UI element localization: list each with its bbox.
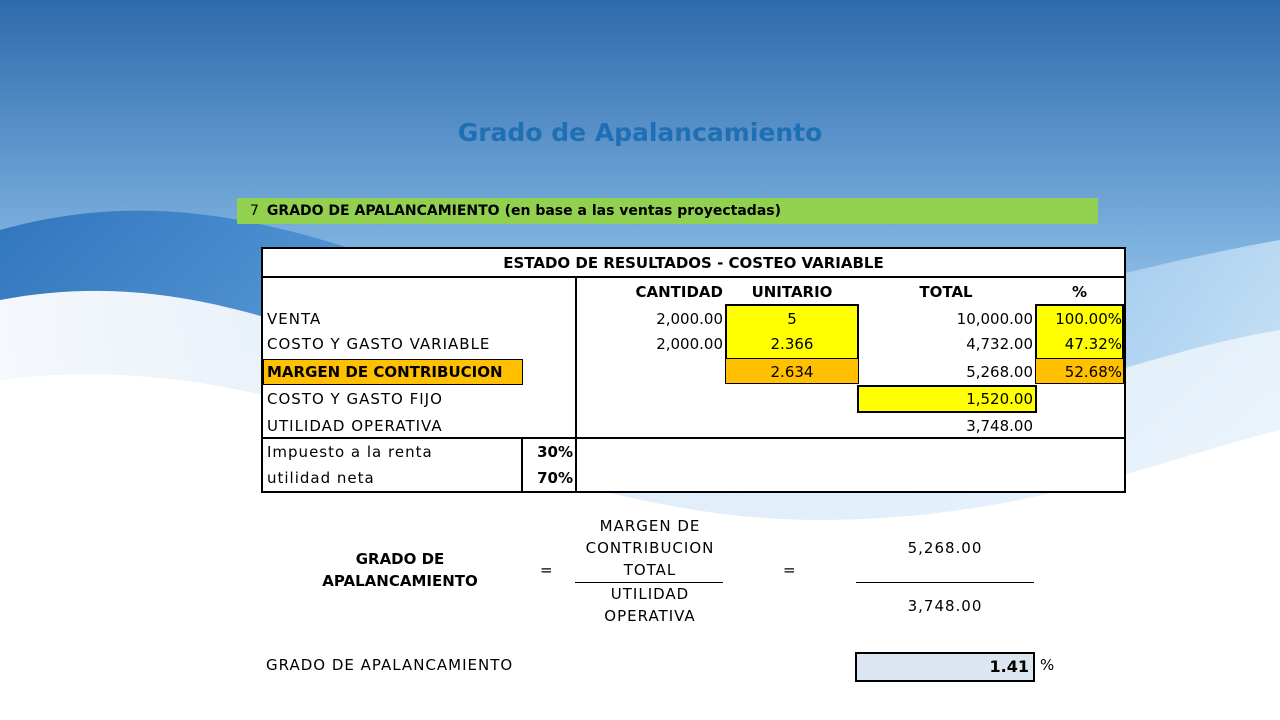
statement-title: ESTADO DE RESULTADOS - COSTEO VARIABLE	[503, 254, 884, 272]
column-header-unitario: UNITARIO	[751, 283, 833, 301]
result-value: 1.41	[855, 652, 1035, 682]
numerator-line1: MARGEN DE	[599, 517, 701, 535]
formula-label	[290, 548, 510, 592]
row-pct: 100.00%	[1055, 310, 1122, 328]
row-label: COSTO Y GASTO VARIABLE	[267, 335, 491, 353]
section-number: 7	[250, 203, 259, 219]
row-label: MARGEN DE CONTRIBUCION	[267, 363, 503, 381]
row-total: 5,268.00	[966, 363, 1033, 381]
header-divider	[263, 276, 1124, 278]
denominator-line1: UTILIDAD	[610, 585, 690, 603]
slide-title: Grado de Apalancamiento	[457, 118, 823, 147]
row-total: 10,000.00	[956, 310, 1033, 328]
tax-column-divider	[575, 437, 577, 491]
denominator-value: 3,748.00	[907, 597, 983, 615]
numerator-value: 5,268.00	[907, 539, 983, 557]
tax-label: Impuesto a la renta	[267, 443, 433, 461]
row-label: COSTO Y GASTO FIJO	[267, 390, 443, 408]
numerator-line3: TOTAL	[623, 561, 677, 579]
fraction-line-right	[856, 582, 1034, 583]
denominator-line2: OPERATIVA	[604, 607, 696, 625]
row-unitario: 5	[787, 310, 797, 328]
row-pct: 47.32%	[1064, 335, 1122, 353]
tax-value-divider	[521, 437, 523, 491]
section-header-bar	[237, 198, 1098, 224]
column-header-total: TOTAL	[919, 283, 973, 301]
row-total: 1,520.00	[966, 390, 1033, 408]
formula-label-line1: GRADO DE	[355, 550, 445, 568]
row-unitario: 2.634	[770, 363, 814, 381]
column-header-pct: %	[1071, 283, 1088, 301]
row-label: VENTA	[267, 310, 322, 328]
row-label: UTILIDAD OPERATIVA	[267, 417, 443, 435]
formula-denominator	[570, 583, 730, 627]
formula-equals-2: =	[783, 561, 797, 579]
result-unit: %	[1040, 656, 1055, 674]
result-label: GRADO DE APALANCAMIENTO	[266, 656, 514, 674]
formula-equals-1: =	[540, 561, 554, 579]
tax-section-divider	[263, 437, 1124, 439]
section-title: GRADO DE APALANCAMIENTO	[266, 203, 500, 219]
formula-label-line2: APALANCAMIENTO	[322, 572, 478, 590]
row-total: 4,732.00	[966, 335, 1033, 353]
row-cantidad: 2,000.00	[656, 310, 723, 328]
net-label: utilidad neta	[267, 469, 375, 487]
column-header-cantidad: CANTIDAD	[635, 283, 723, 301]
row-cantidad: 2,000.00	[656, 335, 723, 353]
net-value: 70%	[537, 469, 573, 487]
row-pct: 52.68%	[1064, 363, 1122, 381]
section-subtitle: (en base a las ventas proyectadas)	[504, 203, 782, 219]
tax-value: 30%	[537, 443, 573, 461]
formula-numerator	[570, 515, 730, 581]
row-total: 3,748.00	[966, 417, 1033, 435]
numerator-line2: CONTRIBUCION	[585, 539, 715, 557]
row-unitario: 2.366	[770, 335, 814, 353]
income-statement-table	[261, 247, 1126, 493]
